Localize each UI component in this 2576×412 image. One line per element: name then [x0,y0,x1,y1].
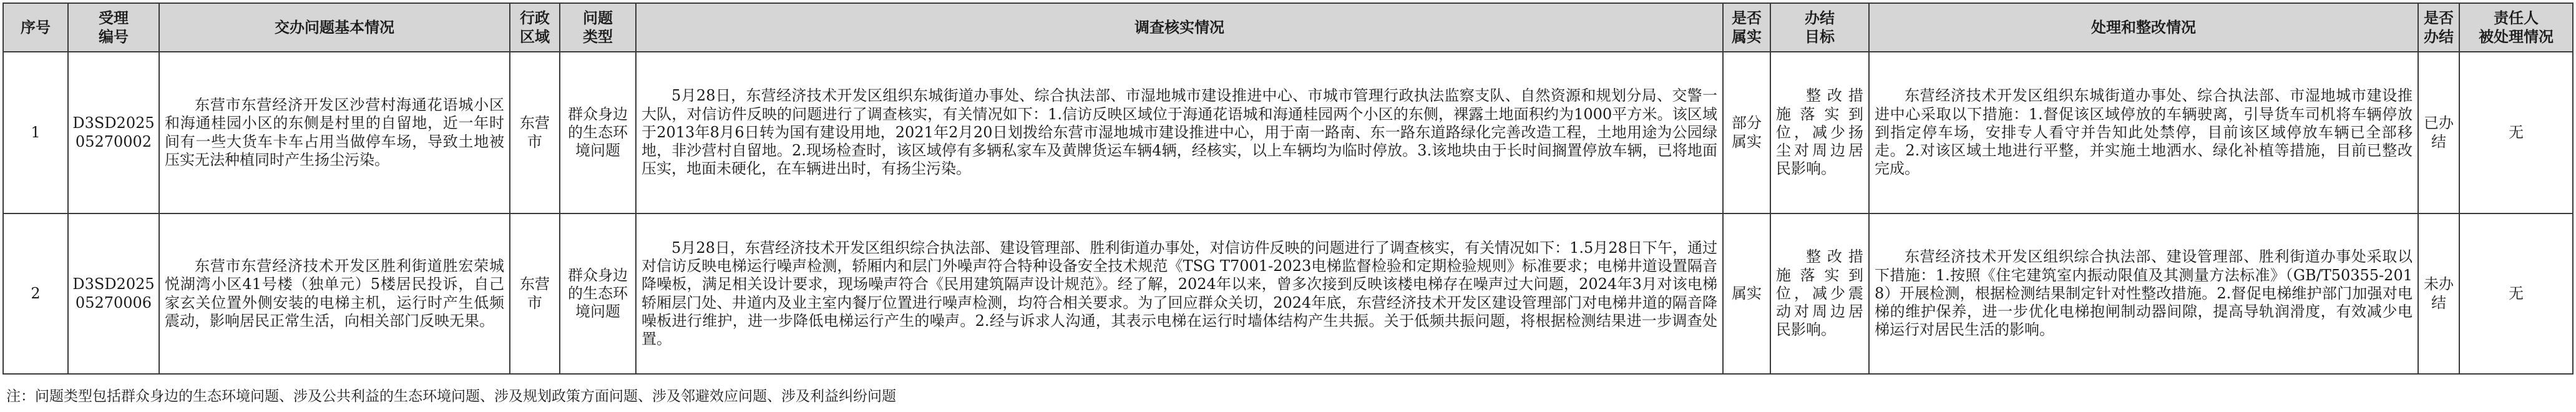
header-goal: 办结 目标 [1770,3,1869,52]
cell-district: 东营市 [510,213,560,374]
cell-type: 群众身边的生态环境问题 [560,213,636,374]
header-handling: 处理和整改情况 [1869,3,2418,52]
cell-issue: 东营市东营经济开发区沙营村海通花语城小区和海通桂园小区的东侧是村里的自留地，近一年时间有一些大货车卡车占用当做停车场，导致土地被压实无法种植同时产生扬尘污染。 [159,52,510,213]
cell-type: 群众身边的生态环境问题 [560,52,636,213]
header-row [3,3,2573,52]
header-accountability: 责任人 被处理情况 [2459,3,2573,52]
cell-seq: 2 [3,213,68,374]
cell-closed: 未办结 [2418,213,2459,374]
header-investigation: 调查核实情况 [636,3,1723,52]
header-issue: 交办问题基本情况 [159,3,510,52]
cell-district: 东营市 [510,52,560,213]
cell-case-no: D3SD202505270006 [68,213,159,374]
cell-handling: 东营经济技术开发区组织综合执法部、建设管理部、胜利街道办事处采取以下措施：1.按照《住宅建筑室内振动限值及其测量方法标准》（GB/T50355-2018）开展检测，根据检测结果制定针对性整改措施。2.督促电梯维护部门加强对电梯的维护保养，进一步优化电梯抱闸制动器间隙，提高导轨润滑度，有效减少电梯运行对居民生活的影响。 [1869,213,2418,374]
cell-true-flag: 部分属实 [1723,52,1770,213]
cell-investigation: 5月28日，东营经济技术开发区组织东城街道办事处、综合执法部、市湿地城市建设推进中心、市城市管理行政执法监察支队、自然资源和规划分局、交警一大队，对信访件反映的问题进行了调查核实，有关情况如下：1.信访反映区域位于海通花语城和海通桂园两个小区的东侧，裸露土地面积约为1000平方米。该区域于2013年8月6日转为国有建设用地，2021年2月20日划拨给东营市湿地城市建设推进中心，用于南一路南、东一路东道路绿化完善改造工程，土地用途为公园绿地，非沙营村自留地。2.现场检查时，该区域停有多辆私家车及黄牌货运车辆4辆，经核实，以上车辆均为临时停放。3.该地块由于长时间搁置停放车辆，已将地面压实，地面未硬化，在车辆进出时，有扬尘污染。 [636,52,1723,213]
header-type: 问题 类型 [560,3,636,52]
header-true-flag: 是否 属实 [1723,3,1770,52]
cell-accountability: 无 [2459,213,2573,374]
cell-goal: 整改措施落实到位，减少扬尘对周边居民影响。 [1770,52,1869,213]
header-seq: 序号 [3,3,68,52]
cell-case-no: D3SD202505270002 [68,52,159,213]
cell-closed: 已办结 [2418,52,2459,213]
cell-seq: 1 [3,52,68,213]
table-footnote: 注：问题类型包括群众身边的生态环境问题、涉及公共利益的生态环境问题、涉及规划政策方面问题、涉及邻避效应问题、涉及利益纠纷问题 [6,388,896,405]
cell-goal: 整改措施落实到位，减少震动对周边居民影响。 [1770,213,1869,374]
header-closed: 是否 办结 [2418,3,2459,52]
table-row [3,52,2573,213]
complaint-table [2,2,2574,375]
header-case-no: 受理 编号 [68,3,159,52]
cell-accountability: 无 [2459,52,2573,213]
cell-true-flag: 属实 [1723,213,1770,374]
table-row [3,213,2573,374]
cell-handling: 东营经济技术开发区组织东城街道办事处、综合执法部、市湿地城市建设推进中心采取以下措施：1.督促该区域停放的车辆驶离，引导货车司机将车辆停放到指定停车场，安排专人看守并告知此处禁停，目前该区域停放车辆已全部移走。2.对该区域土地进行平整，并实施土地洒水、绿化补植等措施，目前已整改完成。 [1869,52,2418,213]
cell-investigation: 5月28日，东营经济技术开发区组织综合执法部、建设管理部、胜利街道办事处，对信访件反映的问题进行了调查核实，有关情况如下：1.5月28日下午，通过对信访反映电梯运行噪声检测，轿厢内和层门外噪声符合特种设备安全技术规范《TSG T7001-2023电梯监督检验和定期检验规则》标准要求；电梯井道设置隔音降噪板，满足相关设计要求，现场噪声符合《民用建筑隔声设计规范》。经了解，2024年以来，曾多次接到反映该楼电梯存在噪声过大问题，2024年3月对该电梯轿厢层门处、井道内及业主室内餐厅位置进行噪声检测，均符合相关要求。为了回应群众关切，2024年底，东营经济技术开发区建设管理部门对电梯井道的隔音降噪板进行维护，进一步降低电梯运行产生的噪声。2.经与诉求人沟通，其表示电梯在运行时墙体结构产生共振。关于低频共振问题，将根据检测结果进一步调查处置。 [636,213,1723,374]
cell-issue: 东营市东营经济技术开发区胜利街道胜宏荣城悦湖湾小区41号楼（独单元）5楼居民投诉，自己家玄关位置外侧安装的电梯主机，运行时产生低频震动，影响居民正常生活，向相关部门反映无果。 [159,213,510,374]
header-district: 行政 区域 [510,3,560,52]
report-sheet [2,2,2572,375]
